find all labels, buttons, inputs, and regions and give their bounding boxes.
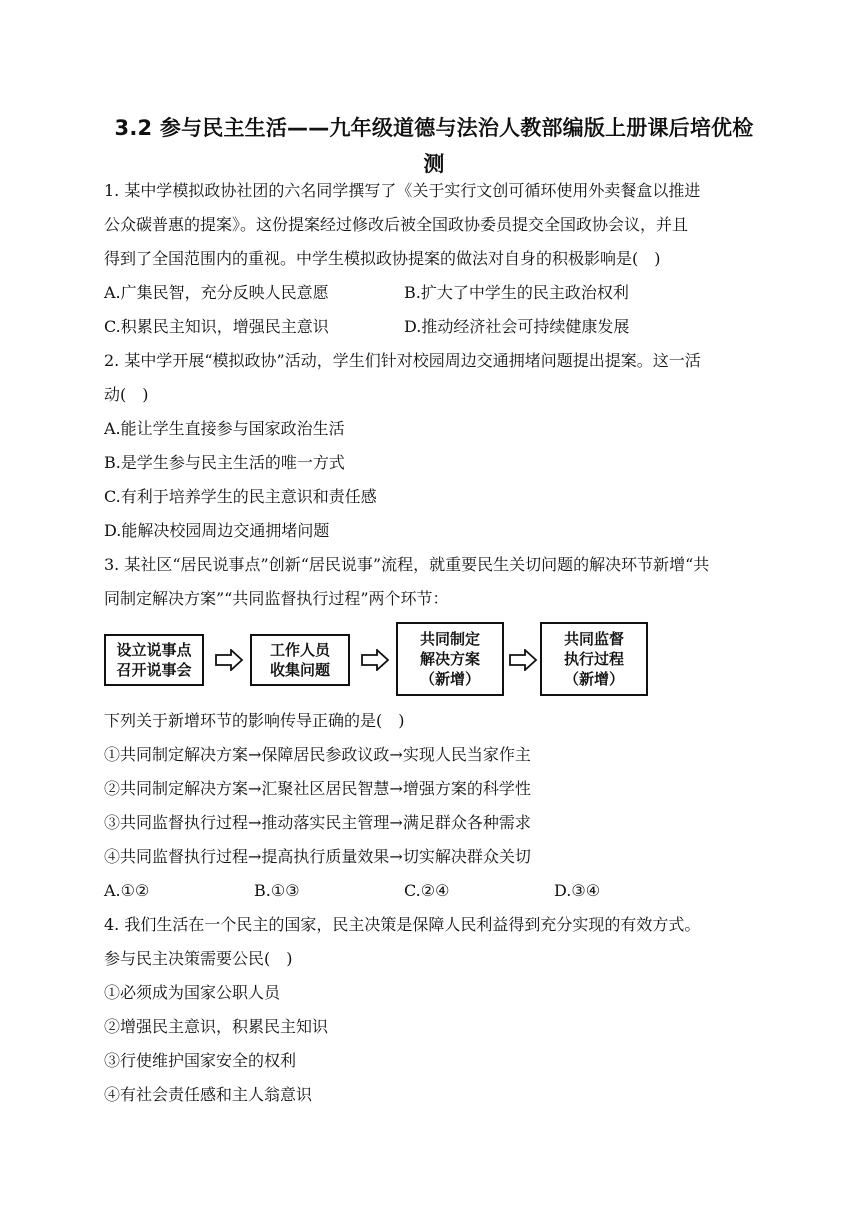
question-3-item-4: ④共同监督执行过程→提高执行质量效果→切实解决群众关切 bbox=[104, 847, 531, 866]
question-2-stem-line: 动( ) bbox=[104, 385, 149, 404]
question-3-item-3: ③共同监督执行过程→推动落实民主管理→满足群众各种需求 bbox=[104, 813, 531, 832]
question-4-stem-line: 4. 我们生活在一个民主的国家，民主决策是保障人民利益得到充分实现的有效方式。 bbox=[104, 915, 701, 934]
question-2-option-b: B.是学生参与民主生活的唯一方式 bbox=[104, 453, 345, 472]
question-4 bbox=[104, 908, 764, 1112]
flow-step-text: 共同制定 bbox=[419, 630, 480, 648]
flow-step-text: 收集问题 bbox=[269, 661, 330, 679]
flow-step-text: 工作人员 bbox=[269, 641, 330, 659]
flow-step-text: 执行过程 bbox=[563, 650, 624, 668]
flow-step-setup bbox=[104, 634, 204, 686]
flow-step-new-tag: （新增） bbox=[419, 670, 480, 688]
question-2-option-c: C.有利于培养学生的民主意识和责任感 bbox=[104, 487, 377, 506]
question-3-item-1: ①共同制定解决方案→保障居民参政议政→实现人民当家作主 bbox=[104, 745, 531, 764]
question-3-item-2: ②共同制定解决方案→汇聚社区居民智慧→增强方案的科学性 bbox=[104, 779, 531, 798]
flow-step-text: 解决方案 bbox=[419, 650, 480, 668]
question-4-item-4: ④有社会责任感和主人翁意识 bbox=[104, 1085, 313, 1104]
flow-step-collect bbox=[250, 634, 350, 686]
question-1-option-d: D.推动经济社会可持续健康发展 bbox=[404, 317, 630, 336]
flow-step-co-supervise bbox=[540, 622, 648, 696]
flow-step-new-tag: （新增） bbox=[563, 670, 624, 688]
process-flowchart bbox=[104, 622, 764, 702]
question-3-option-a: A.①② bbox=[104, 881, 150, 900]
question-4-item-3: ③行使维护国家安全的权利 bbox=[104, 1051, 297, 1070]
question-1-stem-line: 得到了全国范围内的重视。中学生模拟政协提案的做法对自身的积极影响是( ) bbox=[104, 249, 661, 268]
question-2-option-a: A.能让学生直接参与国家政治生活 bbox=[104, 419, 345, 438]
question-3-option-c: C.②④ bbox=[404, 881, 450, 900]
question-1-stem-line: 1. 某中学模拟政协社团的六名同学撰写了《关于实行文创可循环使用外卖餐盒以推进 bbox=[104, 181, 701, 200]
question-1-options-row bbox=[104, 276, 764, 310]
question-3-sub-stem: 下列关于新增环节的影响传导正确的是( ) bbox=[104, 711, 405, 730]
question-4-item-1: ①必须成为国家公职人员 bbox=[104, 983, 281, 1002]
question-1-stem-line: 公众碳普惠的提案》。这份提案经过修改后被全国政协委员提交全国政协会议，并且 bbox=[104, 215, 689, 234]
question-1-option-a: A.广集民智，充分反映人民意愿 bbox=[104, 283, 329, 302]
title-line-1: 3.2 参与民主生活——九年级道德与法治人教部编版上册课后培优检 bbox=[114, 116, 754, 140]
question-1-option-b: B.扩大了中学生的民主政治权利 bbox=[404, 283, 629, 302]
flow-step-text: 召开说事会 bbox=[116, 661, 192, 679]
document-title bbox=[104, 110, 764, 182]
question-1 bbox=[104, 174, 764, 344]
question-3-options-row bbox=[104, 874, 764, 908]
question-4-stem-line: 参与民主决策需要公民( ) bbox=[104, 949, 293, 968]
right-arrow-icon bbox=[508, 649, 538, 671]
question-1-option-c: C.积累民主知识，增强民主意识 bbox=[104, 317, 329, 336]
flow-step-text: 设立说事点 bbox=[116, 641, 192, 659]
right-arrow-icon bbox=[360, 649, 390, 671]
question-4-item-2: ②增强民主意识，积累民主知识 bbox=[104, 1017, 329, 1036]
question-3 bbox=[104, 548, 764, 908]
document-body bbox=[104, 174, 764, 1112]
right-arrow-icon bbox=[214, 649, 244, 671]
question-2-option-d: D.能解决校园周边交通拥堵问题 bbox=[104, 521, 330, 540]
question-3-stem-line: 3. 某社区“居民说事点”创新“居民说事”流程，就重要民生关切问题的解决环节新增“共 bbox=[104, 555, 710, 574]
question-3-option-d: D.③④ bbox=[554, 881, 601, 900]
question-2 bbox=[104, 344, 764, 548]
question-3-stem-line: 同制定解决方案”“共同监督执行过程”两个环节： bbox=[104, 589, 449, 608]
question-1-options-row bbox=[104, 310, 764, 344]
flow-step-text: 共同监督 bbox=[563, 630, 624, 648]
flow-step-co-plan bbox=[396, 622, 504, 696]
question-3-option-b: B.①③ bbox=[254, 881, 300, 900]
title-line-2: 测 bbox=[423, 152, 445, 176]
question-2-stem-line: 2. 某中学开展“模拟政协”活动，学生们针对校园周边交通拥堵问题提出提案。这一活 bbox=[104, 351, 701, 370]
